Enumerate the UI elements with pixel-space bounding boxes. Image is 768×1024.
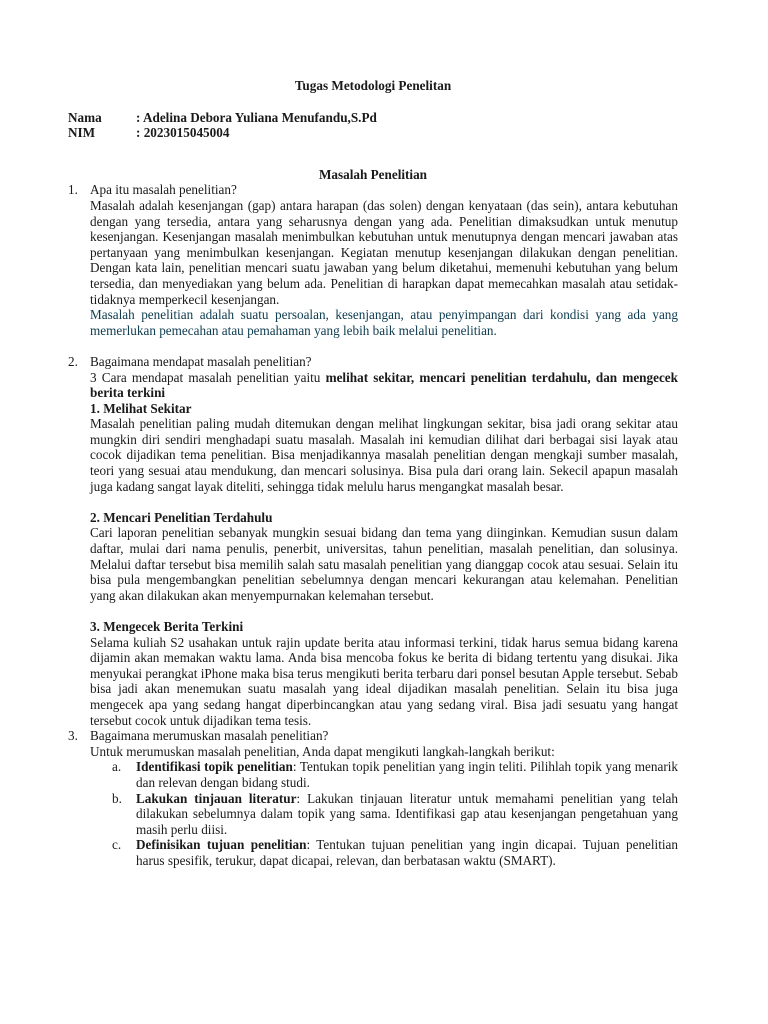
list-text: : Tentukan tujuan penelitian yang ingin dicapai. Tujuan penelitian harus spesifik, terukur, dapat dicapai, relevan, dan berbatasan waktu (SMART). [136, 837, 678, 868]
subheading-2: 2. Mencari Penelitian Terdahulu [90, 509, 273, 525]
question-text: Bagaimana merumuskan masalah penelitian? [90, 728, 329, 744]
list-body [136, 837, 678, 868]
name-row [68, 110, 678, 126]
document-title: Tugas Metodologi Penelitan [294, 78, 452, 93]
question-number: 3. [68, 728, 78, 744]
list-body [136, 759, 678, 790]
subheading-3: 3. Mengecek Berita Terkini [90, 619, 244, 634]
section-title: Masalah Penelitian [318, 166, 428, 182]
list-item [112, 759, 678, 790]
q1-definition: Masalah penelitian adalah suatu persoalan, kesenjangan, atau penyimpangan dari kondisi yang ada yang memerlukan pemecahan atau pemahaman yang lebih baik melalui penelitian. [90, 307, 678, 338]
list-item [112, 837, 678, 868]
subparagraph-1: Masalah penelitian paling mudah ditemukan dengan melihat lingkungan sekitar, bisa jadi orang sekitar atau mungkin diri sendiri menghadapi suatu masalah. Masalah ini kemudian dilihat dari berbagai sisi layak atau cocok dijadikan tema penelitian. Bisa menjadikannya masalah penelitian dengan mengkaji sumber masalah, teori yang sesuai atau mendukung, dan mencari solusinya. Bisa pula dari orang lain. Sekecil apapun masalah juga kadang sangat layak diteliti, sehingga tidak melulu harus mengangkat masalah besar. [90, 416, 678, 494]
question-text: Apa itu masalah penelitian? [90, 182, 237, 198]
q2-intro-bold: melihat sekitar, mencari penelitian terdahulu, dan mengecek berita terkini [90, 369, 678, 401]
list-term: Identifikasi topik penelitian [136, 759, 293, 775]
list-term: Definisikan tujuan penelitian [136, 837, 307, 853]
subparagraph-2: Cari laporan penelitian sebanyak mungkin sesuai bidang dan tema yang diinginkan. Kemudian susun dalam daftar, mulai dari nama penulis, penerbit, universitas, tahun penelitian, masalah penelitian, dan solusinya. Melalui daftar tersebut bisa memilih salah satu masalah penelitian yang dianggap cocok atau sesuai. Selain itu bisa pula mengembangkan penelitian sebelumnya dengan mencari kekurangan atau kelemahan. Penelitian yang akan dilakukan akan menyempurnakan kelemahan tersebut. [90, 525, 678, 603]
q2-intro [90, 370, 678, 401]
list-item [112, 791, 678, 838]
q3-intro: Untuk merumuskan masalah penelitian, Anda dapat mengikuti langkah-langkah berikut: [90, 743, 555, 759]
question-2 [68, 354, 678, 370]
nim-value: : 2023015045004 [136, 125, 230, 141]
list-letter: a. [112, 759, 122, 775]
q2-intro-text: 3 Cara mendapat masalah penelitian yaitu [90, 369, 326, 385]
list-letter: b. [112, 790, 122, 806]
list-text: : Lakukan tinjauan literatur untuk memahami penelitian yang telah dilakukan sebelumnya dalam topik yang sama. Identifikasi gap atau kesenjangan pengetahuan yang masih perlu diisi. [136, 790, 678, 837]
name-value: : Adelina Debora Yuliana Menufandu,S.Pd [136, 109, 377, 125]
list-text: : Tentukan topik penelitian yang ingin teliti. Pilihlah topik yang menarik dan relevan dengan bidang studi. [136, 759, 678, 790]
question-number: 1. [68, 182, 78, 198]
question-text: Bagaimana mendapat masalah penelitian? [90, 353, 312, 369]
question-number: 2. [68, 353, 78, 369]
list-term: Lakukan tinjauan literatur [136, 790, 297, 806]
question-3 [68, 728, 678, 744]
list-body [136, 791, 678, 838]
q1-paragraph: Masalah adalah kesenjangan (gap) antara harapan (das solen) dengan kenyataan (das sein), antara kebutuhan dengan yang tersedia, antara yang seharusnya dengan yang ada. Penelitian dimaksudkan untuk menutup kesenjangan. Kesenjangan masalah menimbulkan kebutuhan untuk menutupnya dengan mencari jawaban atas pertanyaan yang menimbulkan kesenjangan. Kegiatan menutup kesenjangan dilakukan dengan penelitian. Dengan kata lain, penelitian mencari suatu jawaban yang belum diketahui, memenuhi kebutuhan yang belum tersedia, dan menyediakan yang belum ada. Penelitian di harapkan dapat memecahkan masalah atau setidak-tidaknya memperkecil kesenjangan. [90, 197, 678, 307]
question-1 [68, 182, 678, 198]
subparagraph-3: Selama kuliah S2 usahakan untuk rajin update berita atau informasi terkini, tidak harus semua bidang karena dijamin akan memakan waktu lama. Anda bisa mencoba fokus ke berita di bidang tertentu yang disukai. Jika menyukai perangkat iPhone maka bisa terus mengikuti berita terbaru dari ponsel besutan Apple tersebut. Sebab bisa jadi akan menemukan suatu masalah yang ideal dijadikan masalah penelitian. Selain itu bisa juga mengecek apa yang sedang hangat diperbincangkan atau yang sedang viral. Bisa jadi sesuatu yang hangat tersebut cocok untuk dijadikan tema tesis. [90, 634, 678, 728]
nim-row [68, 125, 678, 141]
nim-label: NIM [68, 125, 96, 141]
subheading-1: 1. Melihat Sekitar [90, 400, 192, 416]
list-letter: c. [112, 837, 122, 853]
name-label: Nama [68, 109, 102, 125]
